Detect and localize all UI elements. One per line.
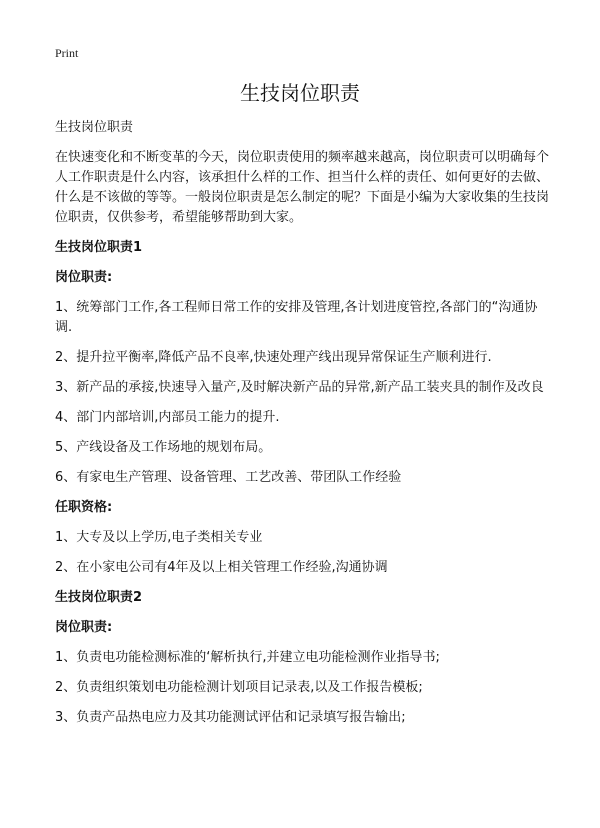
section-heading-1: 生技岗位职责1 (55, 240, 143, 255)
section-heading-2: 生技岗位职责2 (55, 590, 143, 605)
qualification-item: 1、大专及以上学历,电子类相关专业 (55, 530, 263, 545)
duty-item: 4、部门内部培训,内部员工能力的提升. (55, 410, 280, 425)
duty-item: 1、统筹部门工作,各工程师日常工作的安排及管理,各计划进度管控,各部门的“沟通协调. (55, 300, 538, 335)
duty-item: 3、新产品的承接,快速导入量产,及时解决新产品的异常,新产品工装夹具的制作及改良 (55, 380, 544, 395)
duties-label-2: 岗位职责: (55, 620, 113, 635)
duty-item: 1、负责电功能检测标准的‘解析执行,并建立电功能检测作业指导书; (55, 650, 440, 665)
qualifications-label-1: 任职资格: (55, 500, 113, 515)
duty-item: 5、产线设备及工作场地的规划布局。 (55, 440, 272, 455)
duty-item: 6、有家电生产管理、设备管理、工艺改善、带团队工作经验 (55, 470, 402, 485)
print-link[interactable]: Print (55, 46, 79, 60)
duty-item: 3、负责产品热电应力及其功能测试评估和记录填写报告输出; (55, 710, 406, 725)
document-title: 生技岗位职责 (240, 81, 360, 105)
duties-label-1: 岗位职责: (55, 270, 113, 285)
duty-item: 2、负责组织策划电功能检测计划项目记录表,以及工作报告模板; (55, 680, 423, 695)
qualification-item: 2、在小家电公司有4年及以上相关管理工作经验,沟通协调 (55, 560, 388, 575)
duty-item: 2、提升拉平衡率,降低产品不良率,快速处理产线出现异常保证生产顺利进行. (55, 350, 492, 365)
intro-paragraph: 在快速变化和不断变革的今天，岗位职责使用的频率越来越高，岗位职责可以明确每个人工作职责是什么内容，该承担什么样的工作、担当什么样的责任、如何更好的去做、什么是不该做的等等。一般岗位职责是怎么制定的呢？下面是小编为大家收集的生技岗位职责，仅供参考，希望能够帮助到大家。 (55, 150, 550, 225)
document-body (55, 118, 550, 728)
document-subtitle: 生技岗位职责 (55, 120, 134, 135)
